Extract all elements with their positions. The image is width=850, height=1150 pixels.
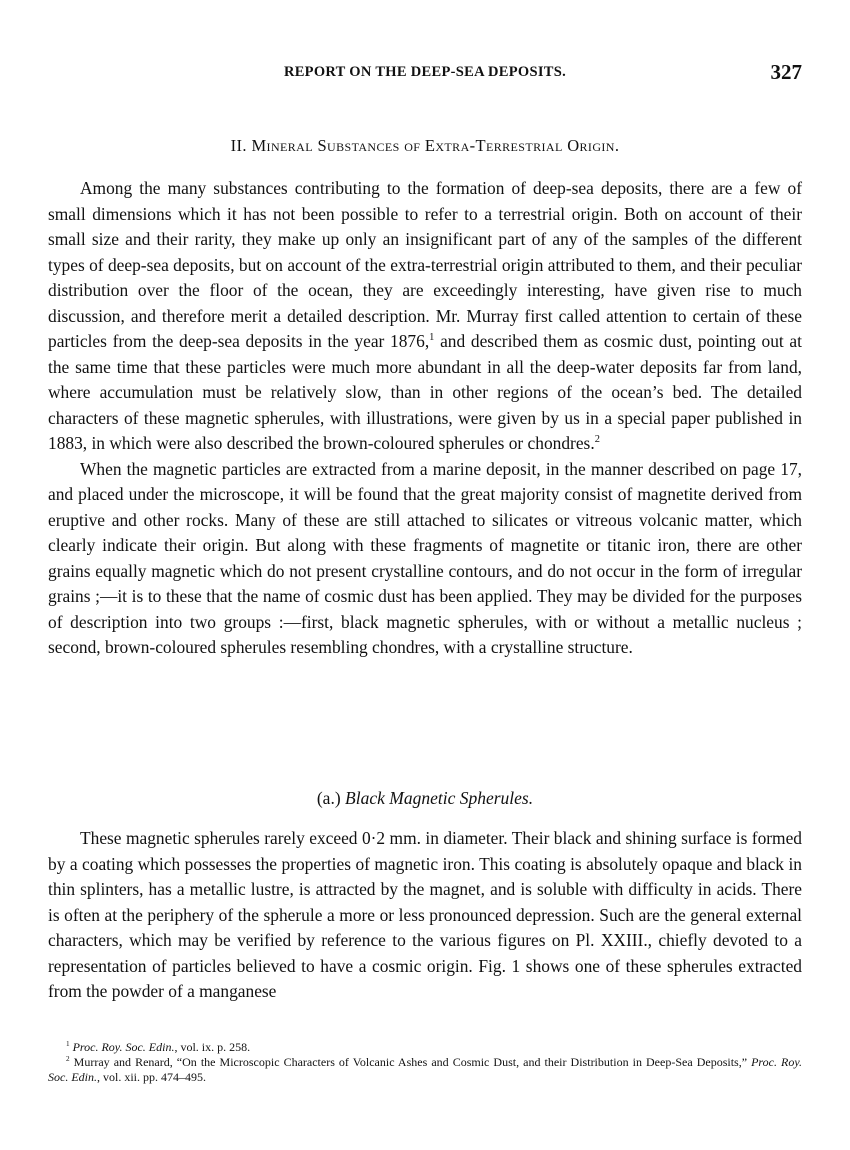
paragraph-cosmic-dust-intro (48, 176, 802, 457)
footnote-mark: 1 (66, 1040, 70, 1048)
footnote-journal: Proc. Roy. Soc. Edin. (48, 1055, 803, 1084)
intro-text-block (48, 176, 802, 661)
footnote-mark: 2 (66, 1055, 70, 1063)
footnotes (48, 1040, 802, 1085)
footnote-journal: Proc. Roy. Soc. Edin. (72, 1040, 175, 1054)
footnote-2 (48, 1055, 802, 1085)
subsection-label: (a.) (316, 788, 341, 808)
footnote-reference: , vol. ix. p. 258. (174, 1040, 251, 1054)
spherules-text-block (48, 826, 802, 1005)
page-number: 327 (770, 60, 802, 84)
paragraph-magnetic-particles: When the magnetic particles are extracted from a marine deposit, in the manner described on page 17, and placed under the microscope, it will be found that the great majority consist of magnetite derived from eruptive and other rocks. Many of these are still attached to silicates or vitreous volcanic matter, which clearly indicate their origin. But along with these fragments of magnetite or titanic iron, there are other grains equally magnetic which do not present crystalline contours, and do not occur in the form of irregular grains ;—it is to these that the name of cosmic dust has been applied. They may be divided for the purposes of description into two groups :—first, black magnetic spherules, with or without a metallic nucleus ; second, brown-coloured spherules resembling chondres, with a crystalline structure. (48, 458, 802, 657)
footnote-ref-2: 2 (594, 434, 600, 446)
paragraph-text-continued: and described them as cosmic dust, pointing out at the same time that these particles were much more abundant in all the deep-water deposits far from land, where accumulation must be relatively slow, than in other regions of the ocean’s bed. The detailed characters of these magnetic spherules, with illustrations, were given by us in a special paper published in 1883, in which were also described the brown-coloured spherules or chondres. (48, 331, 802, 453)
footnote-ref-1: 1 (429, 332, 435, 344)
running-head-title: REPORT ON THE DEEP-SEA DEPOSITS. (283, 64, 567, 80)
footnote-reference: , vol. xii. pp. 474–495. (97, 1070, 207, 1084)
running-head (48, 60, 802, 84)
subsection-title: Black Magnetic Spherules. (345, 788, 534, 808)
footnote-1 (48, 1040, 802, 1055)
subsection-heading (48, 788, 802, 809)
paragraph-black-spherules: These magnetic spherules rarely exceed 0·2 mm. in diameter. Their black and shining surface is formed by a coating which possesses the properties of magnetic iron. This coating is absolutely opaque and black in thin splinters, has a metallic lustre, is attracted by the magnet, and is soluble with difficulty in acids. There is often at the periphery of the spherule a more or less pronounced depression. Such are the general external characters, which may be verified by reference to the various figures on Pl. XXIII., chiefly devoted to a representation of particles believed to have a cosmic origin. Fig. 1 shows one of these spherules extracted from the powder of a manganese (48, 828, 802, 1001)
section-title: Mineral Substances of Extra-Terrestrial Origin. (251, 136, 620, 155)
footnote-citation: Murray and Renard, “On the Microscopic Characters of Volcanic Ashes and Cosmic Dust, and their Distribution in Deep-Sea Deposits,” (73, 1055, 752, 1069)
section-heading (48, 136, 802, 156)
paragraph-text: Among the many substances contributing to the formation of deep-sea deposits, there are a few of small dimensions which it has not been possible to refer to a terrestrial origin. Both on account of their small size and their rarity, they make up only an insignificant part of any of the samples of the different types of deep-sea deposits, but on account of the extra-terrestrial origin attributed to them, and their peculiar distribution over the floor of the ocean, they are exceedingly interesting, have given rise to much discussion, and therefore merit a detailed description. Mr. Murray first called attention to certain of these particles from the deep-sea deposits in the year 1876, (48, 178, 802, 351)
section-numeral: II. (230, 136, 247, 155)
